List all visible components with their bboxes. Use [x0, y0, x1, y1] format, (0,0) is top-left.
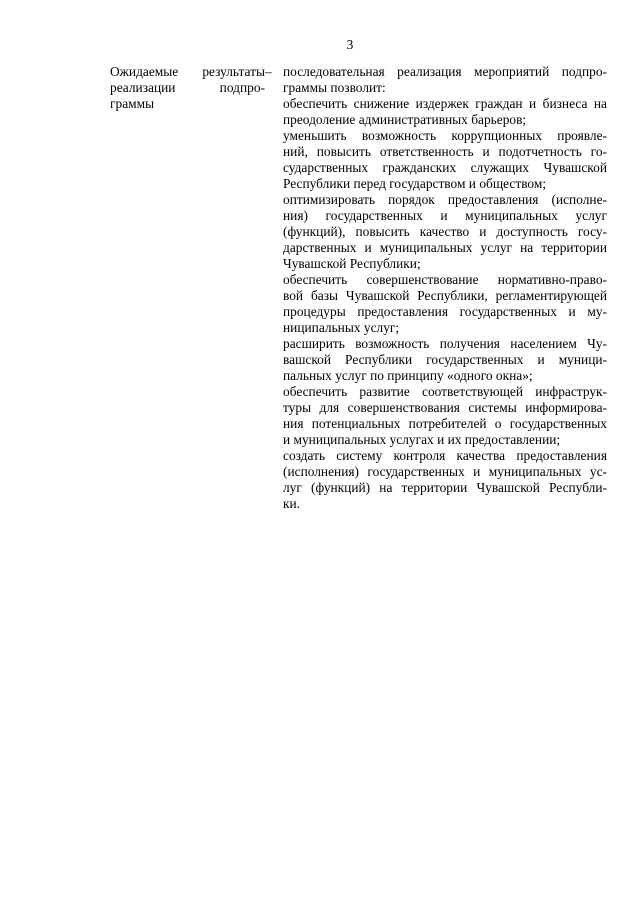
content-line: обеспечить совершенствование нормативно-право-	[283, 272, 607, 287]
content-line: ний, повысить ответственность и подотчетность го-	[283, 144, 607, 159]
row-label	[110, 64, 265, 112]
page-number: 3	[346, 37, 354, 52]
content-line: преодоление административных барьеров;	[283, 112, 527, 127]
content-line: оптимизировать порядок предоставления (исполне-	[283, 192, 607, 207]
content-line: луг (функций) на территории Чувашской Республи-	[283, 480, 607, 495]
content-line: ния потенциальных потребителей о государственных	[283, 416, 607, 431]
content-line: последовательная реализация мероприятий подпро-	[283, 64, 607, 79]
content-line: Республики перед государством и обществом;	[283, 176, 547, 191]
content-line: (функций), повысить качество и доступность госу-	[283, 224, 607, 239]
content-line: (исполнения) государственных и муниципальных ус-	[283, 464, 607, 479]
content-line: туры для совершенствования системы информирова-	[283, 400, 607, 415]
content-line: сударственных гражданских служащих Чувашской	[283, 160, 607, 175]
label-separator: –	[265, 64, 272, 79]
content-line: обеспечить развитие соответствующей инфраструк-	[283, 384, 607, 399]
content-line: ниципальных услуг;	[283, 320, 400, 335]
content-line: Чувашской Республики;	[283, 256, 421, 271]
content-line: расширить возможность получения населением Чу-	[283, 336, 607, 351]
content-line: создать систему контроля качества предоставления	[283, 448, 607, 463]
label-line: реализации подпро-	[110, 80, 265, 95]
content-line: обеспечить снижение издержек граждан и бизнеса на	[283, 96, 607, 111]
content-line: вашской Республики государственных и муници-	[283, 352, 607, 367]
content-line: процедуры предоставления государственных и му-	[283, 304, 607, 319]
content-line: дарственных и муниципальных услуг на территории	[283, 240, 607, 255]
content-line: пальных услуг по принципу «одного окна»;	[283, 368, 533, 383]
content-line: граммы позволит:	[283, 80, 386, 95]
content-line: уменьшить возможность коррупционных проявле-	[283, 128, 607, 143]
content-line: ки.	[283, 496, 301, 511]
label-line: граммы	[110, 96, 155, 111]
content-line: ния) государственных и муниципальных услуг	[283, 208, 607, 223]
label-line: Ожидаемые результаты	[110, 64, 265, 79]
row-content	[283, 64, 607, 512]
content-line: и муниципальных услугах и их предоставлении;	[283, 432, 561, 447]
content-line: вой базы Чувашской Республики, регламентирующей	[283, 288, 607, 303]
